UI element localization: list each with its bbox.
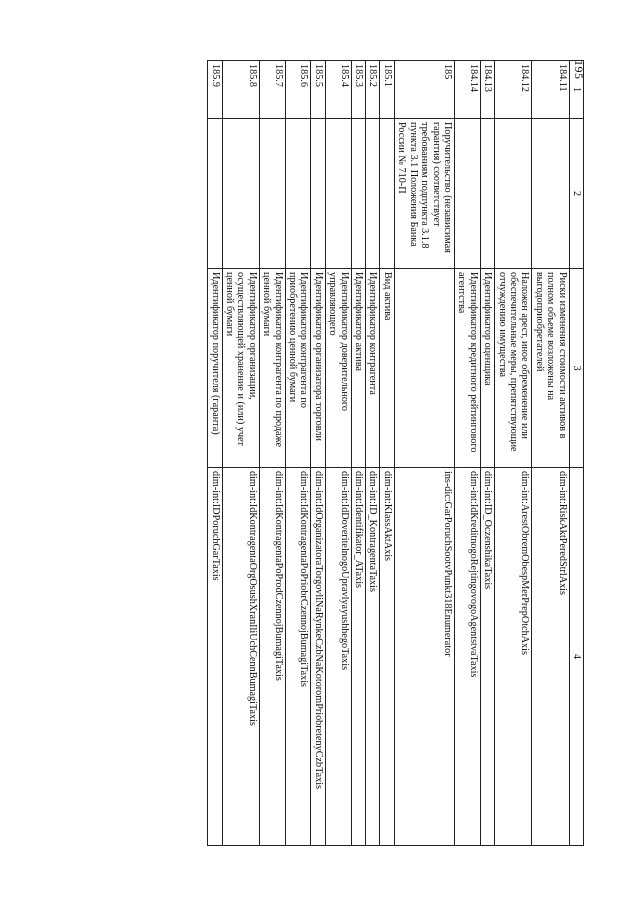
table-row bbox=[311, 61, 325, 846]
row-number: 185.1 bbox=[380, 61, 394, 119]
row-code: dim-int:ID_OczenshikaTaxis bbox=[480, 468, 494, 846]
row-number: 185 bbox=[394, 61, 454, 119]
row-number: 185.4 bbox=[325, 61, 351, 119]
row-number: 185.9 bbox=[208, 61, 222, 119]
row-description: Идентификатор поручителя (гаранта) bbox=[208, 269, 222, 468]
row-number: 185.3 bbox=[351, 61, 365, 119]
row-code: ins-dic:GarPoruchSootvPunkt318Enumerator bbox=[394, 468, 454, 846]
row-number: 185.6 bbox=[285, 61, 311, 119]
row-description: Идентификатор кредитного рейтингового агентства bbox=[454, 269, 480, 468]
row-code: dim-int:IdKontragentaOrgOsushXranIliUchCennBumagiTaxis bbox=[222, 468, 259, 846]
row-number: 184.13 bbox=[480, 61, 494, 119]
row-description: Идентификатор актива bbox=[351, 269, 365, 468]
table-row bbox=[380, 61, 394, 846]
row-code: dim-int:ID_KontragentaTaxis bbox=[366, 468, 380, 846]
row-indicator bbox=[222, 119, 259, 269]
row-indicator bbox=[366, 119, 380, 269]
table-row bbox=[495, 61, 532, 846]
row-indicator bbox=[480, 119, 494, 269]
table-row bbox=[480, 61, 494, 846]
row-indicator bbox=[351, 119, 365, 269]
row-description: Наложен арест, иное обременение или обеспечительные меры, препятствующие отчуждению имущества bbox=[495, 269, 532, 468]
table-row bbox=[208, 61, 222, 846]
row-code: dim-int:RiskAktPeredStrlAxis bbox=[532, 468, 569, 846]
row-indicator bbox=[454, 119, 480, 269]
row-description: Идентификатор организатора торговли bbox=[311, 269, 325, 468]
row-code: dim-int:IdOrganizatoraTorgovliNaRynkeCzbNaKotoromPriobretenyCzbTaxis bbox=[311, 468, 325, 846]
row-number: 185.5 bbox=[311, 61, 325, 119]
rotated-table-area bbox=[96, 60, 584, 846]
row-description: Риски изменения стоимости активов в полном объеме возложены на выгодоприобретателей bbox=[532, 269, 569, 468]
row-code: dim-int:Identifikator_ATaxis bbox=[351, 468, 365, 846]
table-row bbox=[259, 61, 285, 846]
column-header: 4 bbox=[569, 468, 583, 846]
row-code: dim-int:IdDoveritelnogoUpravlyayushhegoTaxis bbox=[325, 468, 351, 846]
row-description: Идентификатор организации, осуществляющей хранение и (или) учет ценной бумаги bbox=[222, 269, 259, 468]
column-header: 2 bbox=[569, 119, 583, 269]
column-header: 1 bbox=[569, 61, 583, 119]
table-row bbox=[366, 61, 380, 846]
table-header-row bbox=[569, 61, 583, 846]
row-number: 184.12 bbox=[495, 61, 532, 119]
row-number: 185.7 bbox=[259, 61, 285, 119]
row-description: Вид актива bbox=[380, 269, 394, 468]
row-code: dim-int:IDPoruchGarTaxis bbox=[208, 468, 222, 846]
rotated-table-container bbox=[96, 60, 584, 846]
page-number: 195 bbox=[572, 60, 586, 80]
row-indicator bbox=[325, 119, 351, 269]
table-row bbox=[351, 61, 365, 846]
row-description: Идентификатор контрагента bbox=[366, 269, 380, 468]
row-code: dim-int:IdKreditnogoRejtingovogoAgentstvaTaxis bbox=[454, 468, 480, 846]
table-row bbox=[454, 61, 480, 846]
row-number: 184.11 bbox=[532, 61, 569, 119]
row-indicator bbox=[259, 119, 285, 269]
row-indicator bbox=[208, 119, 222, 269]
table-row bbox=[394, 61, 454, 846]
table-row bbox=[532, 61, 569, 846]
row-description: Идентификатор доверительного управляющего bbox=[325, 269, 351, 468]
row-number: 185.8 bbox=[222, 61, 259, 119]
table-row bbox=[222, 61, 259, 846]
row-indicator bbox=[532, 119, 569, 269]
row-code: dim-int:ArestObremObespMerPrepOtchAxis bbox=[495, 468, 532, 846]
row-description: Идентификатор контрагента по продаже ценной бумаги bbox=[259, 269, 285, 468]
row-indicator bbox=[380, 119, 394, 269]
table-row bbox=[325, 61, 351, 846]
row-indicator: Поручительство (независимая гарантия) соответствует требованиям подпункта 3.1.8 пункта 3.1 Положения Банка России № 710-П bbox=[394, 119, 454, 269]
row-description: Идентификатор оценщика bbox=[480, 269, 494, 468]
row-code: dim-int:IdKontragentaPoProdCzennojBumagiTaxis bbox=[259, 468, 285, 846]
row-code: dim-int:KlassAktAxis bbox=[380, 468, 394, 846]
row-number: 185.2 bbox=[366, 61, 380, 119]
row-code: dim-int:IdKontragentaPoPriobrCzennojBumagiTaxis bbox=[285, 468, 311, 846]
row-indicator bbox=[285, 119, 311, 269]
row-description bbox=[394, 269, 454, 468]
row-description: Идентификатор контрагента по приобретению ценной бумаги bbox=[285, 269, 311, 468]
row-number: 184.14 bbox=[454, 61, 480, 119]
row-indicator bbox=[495, 119, 532, 269]
row-indicator bbox=[311, 119, 325, 269]
table-row bbox=[285, 61, 311, 846]
column-header: 3 bbox=[569, 269, 583, 468]
data-table bbox=[207, 60, 584, 846]
